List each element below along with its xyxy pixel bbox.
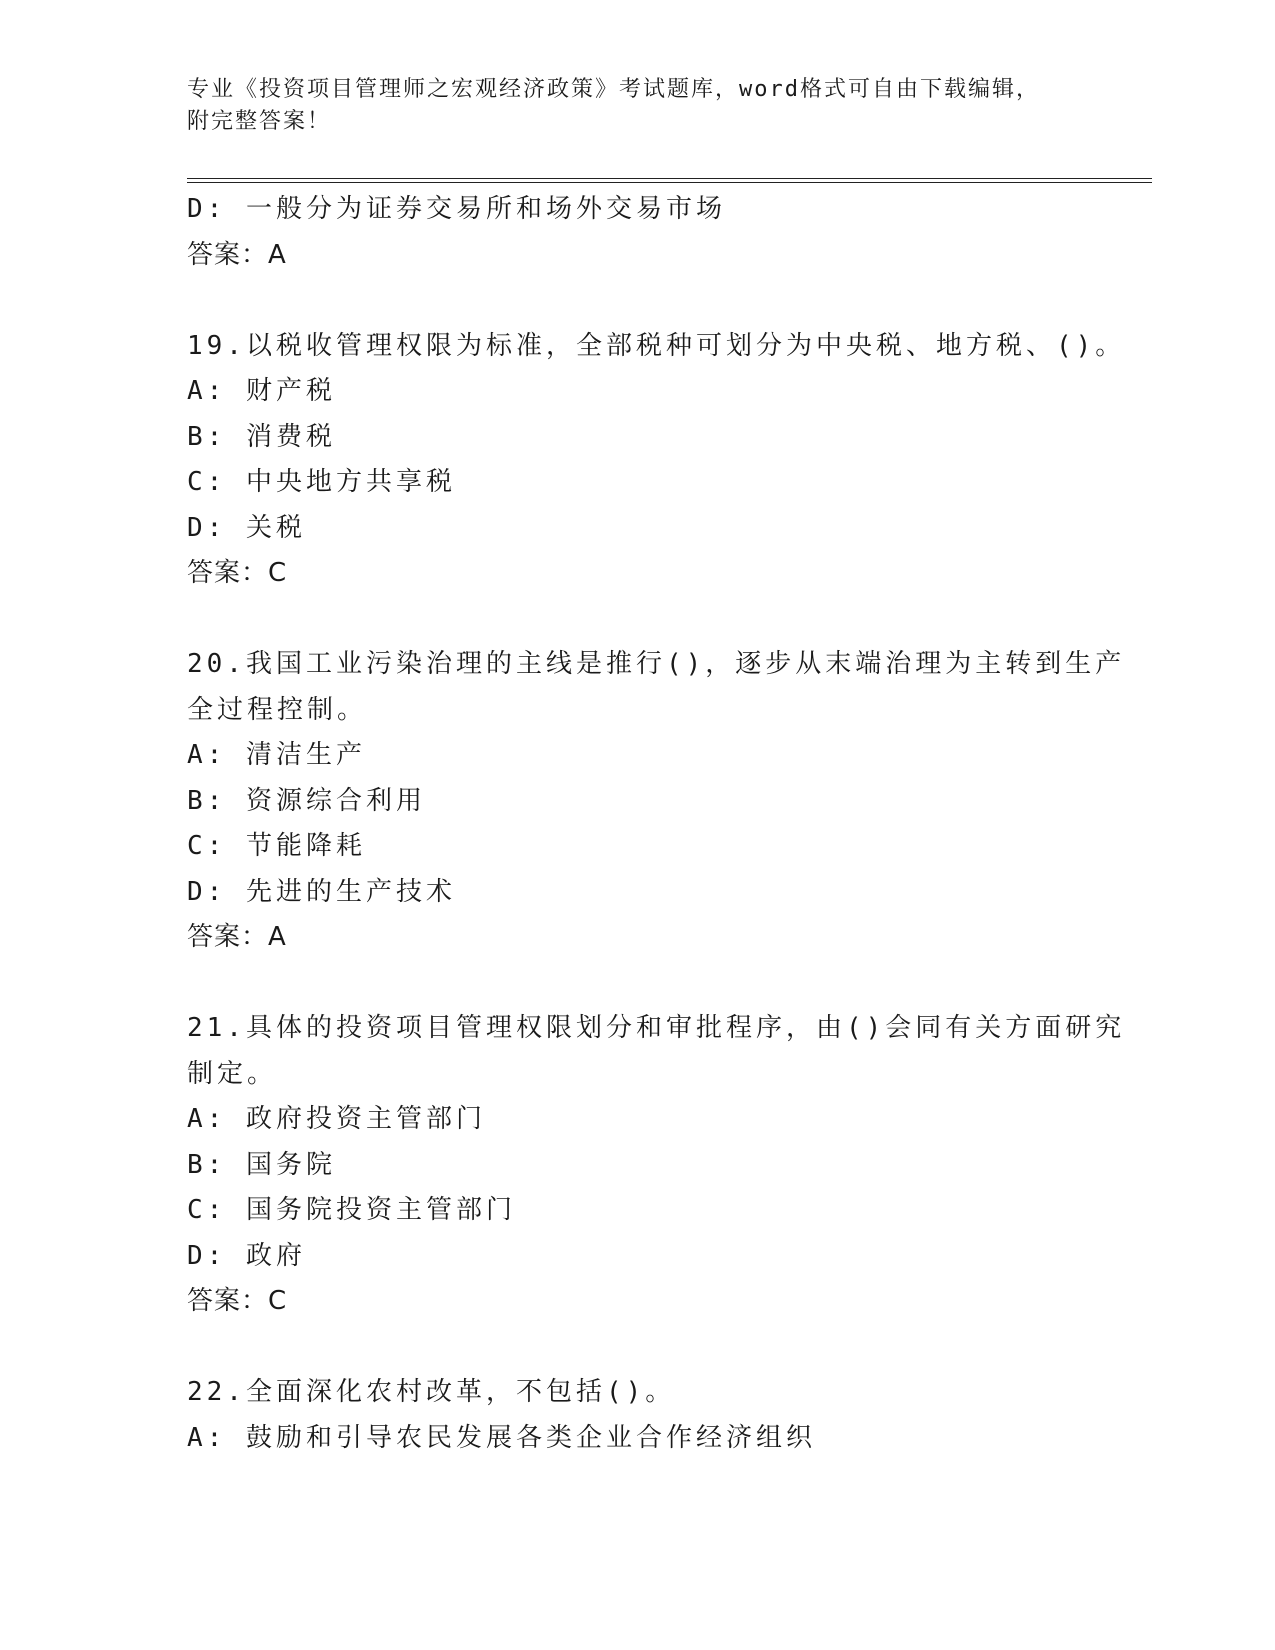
option-d: D: 关税 — [187, 512, 306, 543]
header-line-2: 附完整答案！ — [187, 109, 332, 134]
question-block-20 — [187, 642, 1126, 961]
option-c: C: 中央地方共享税 — [187, 467, 456, 497]
option-a: A: 清洁生产 — [187, 740, 366, 770]
header-divider — [187, 178, 1152, 183]
question-block-18 — [187, 187, 1087, 278]
option-a: A: 财产税 — [187, 376, 336, 406]
option-b: B: 国务院 — [187, 1149, 336, 1180]
answer-line: 答案：C — [187, 558, 288, 588]
question-stem-line-2: 全过程控制。 — [187, 694, 368, 725]
question-stem-line-1: 21.具体的投资项目管理权限划分和审批程序，由()会同有关方面研究 — [187, 1013, 1126, 1043]
header-line-1: 专业《投资项目管理师之宏观经济政策》考试题库，word格式可自由下载编辑， — [187, 77, 1040, 102]
answer-line: 答案：C — [187, 1286, 288, 1316]
option-d: D: 政府 — [187, 1240, 306, 1271]
option-b: B: 消费税 — [187, 421, 336, 452]
page-header — [187, 74, 1087, 138]
option-d: D: 一般分为证券交易所和场外交易市场 — [187, 194, 726, 224]
question-block-19 — [187, 324, 1126, 597]
answer-line: 答案：A — [187, 922, 287, 952]
question-block-22 — [187, 1370, 1087, 1461]
option-d: D: 先进的生产技术 — [187, 876, 456, 907]
option-c: C: 国务院投资主管部门 — [187, 1195, 516, 1225]
question-stem-line-2: 制定。 — [187, 1058, 278, 1089]
question-stem-line-1: 20.我国工业污染治理的主线是推行()，逐步从末端治理为主转到生产 — [187, 649, 1126, 679]
question-stem: 22.全面深化农村改革，不包括()。 — [187, 1377, 676, 1407]
question-block-21 — [187, 1006, 1126, 1325]
option-a: A: 政府投资主管部门 — [187, 1104, 486, 1134]
answer-line: 答案：A — [187, 239, 287, 270]
option-a: A: 鼓励和引导农民发展各类企业合作经济组织 — [187, 1422, 816, 1453]
option-c: C: 节能降耗 — [187, 831, 366, 861]
question-stem: 19.以税收管理权限为标准，全部税种可划分为中央税、地方税、()。 — [187, 330, 1126, 361]
option-b: B: 资源综合利用 — [187, 785, 426, 816]
question-list — [187, 187, 1126, 1461]
